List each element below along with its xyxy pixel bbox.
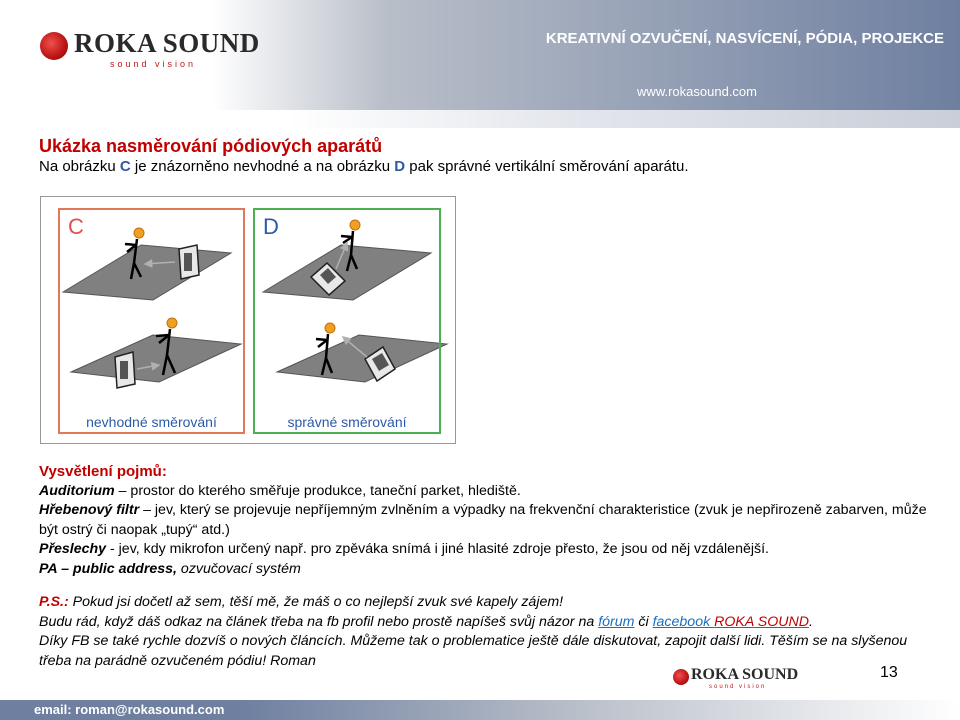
footer-logo-subtext: sound vision <box>709 684 767 690</box>
facebook-link-text: facebook <box>652 613 715 630</box>
subtitle-part: je znázorněno nevhodné a na obrázku <box>130 158 395 175</box>
speaker-direction-diagram <box>40 196 456 444</box>
roka-sound-logo[interactable] <box>40 26 270 70</box>
glossary-term: Hřebenový filtr <box>39 502 140 518</box>
ps-label: P.S.: <box>39 594 69 610</box>
glossary-item-comb-filter <box>39 501 939 540</box>
glossary-item-pa <box>39 560 939 580</box>
glossary-definition: - jev, kdy mikrofon určený např. pro zpěváka snímá i jiné hlasité zdroje přesto, že jsou od něj vzdálenější. <box>106 541 769 557</box>
glossary-term: Auditorium <box>39 482 115 499</box>
ps-text: Budu rád, když dáš odkaz na článek třeba na fb profil nebo prostě napíšeš svůj názor na <box>39 613 599 630</box>
header-website[interactable]: www.rokasound.com <box>637 84 757 99</box>
facebook-link-brand: ROKA SOUND <box>714 613 809 630</box>
logo-disc-icon <box>40 32 68 60</box>
ps-line <box>39 613 939 633</box>
page-title: Ukázka nasměrování pódiových aparátů <box>39 136 383 156</box>
panel-d-label: D <box>263 214 279 239</box>
glossary-definition: – prostor do kterého směřuje produkce, taneční parket, hlediště. <box>114 482 521 499</box>
panel-d-caption: správné směrování <box>287 414 407 430</box>
forum-link[interactable]: fórum <box>598 613 635 630</box>
header-bottom-band <box>0 110 960 128</box>
ps-text: . <box>808 613 813 630</box>
footer-logo[interactable] <box>673 666 823 694</box>
footer-email[interactable]: email: roman@rokasound.com <box>34 702 225 717</box>
ps-section <box>39 593 939 671</box>
footer-bar <box>0 700 960 720</box>
header-tagline: KREATIVNÍ OZVUČENÍ, NASVÍCENÍ, PÓDIA, PROJEKCE <box>545 30 944 47</box>
glossary-heading: Vysvětlení pojmů: <box>39 463 167 480</box>
subtitle-d: D <box>394 158 406 175</box>
ps-text: či <box>634 613 653 630</box>
header-bar <box>0 0 960 110</box>
glossary-item-auditorium <box>39 482 939 502</box>
ps-line: Díky FB se také rychle dozvíš o nových článcích. Můžeme tak o problematice ještě dále diskutovat, zapojit další lidi. Těším se na slyšenou třeba na parádně ozvučeném pódiu! Roman <box>39 633 908 669</box>
glossary-term: PA – public address, <box>39 560 177 577</box>
page-number: 13 <box>880 664 898 681</box>
glossary-term: Přeslechy <box>39 541 107 557</box>
panel-c-label: C <box>68 214 84 239</box>
subtitle-c: C <box>119 158 131 175</box>
logo-text: ROKA SOUND <box>74 28 260 58</box>
glossary-definition: ozvučovací systém <box>176 560 301 577</box>
subtitle-part: Na obrázku <box>39 158 120 175</box>
panel-c-caption: nevhodné směrování <box>86 414 217 430</box>
footer-logo-text: ROKA SOUND <box>691 666 799 683</box>
ps-text: Pokud jsi dočetl až sem, těší mě, že máš o co nejlepší zvuk své kapely zájem! <box>68 594 564 610</box>
footer-logo-disc-icon <box>673 669 689 685</box>
facebook-link[interactable] <box>653 614 809 630</box>
glossary-item-crosstalk <box>39 540 939 560</box>
ps-line <box>39 593 939 613</box>
logo-subtext: sound vision <box>110 59 197 69</box>
diagram-panel-c <box>58 208 245 434</box>
glossary-section <box>39 462 939 671</box>
diagram-panel-d <box>253 208 441 434</box>
glossary-definition: – jev, který se projevuje nepříjemným zvlněním a výpadky na frekvenční charakteristice (zvuk je nepřirozeně zabarven, může být ostrý či naopak „tupý“ atd.) <box>39 502 927 538</box>
subtitle-part: pak správné vertikální směrování aparátu. <box>405 158 689 175</box>
page-subtitle <box>39 158 689 175</box>
